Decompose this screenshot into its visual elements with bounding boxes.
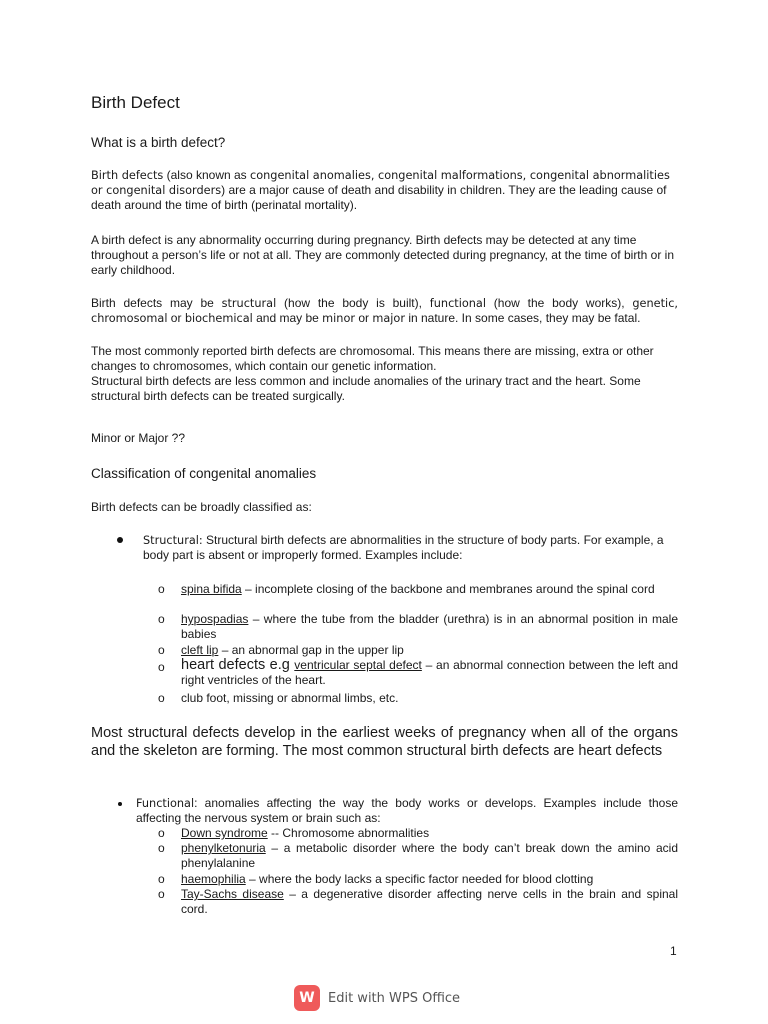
list-item-heart-defects: heart defects e.g ventricular septal defect – an abnormal connection between the left and right ventricles of the heart. (181, 657, 679, 687)
heart-defects-prefix: heart defects e.g (181, 657, 295, 673)
paragraph-types: Birth defects may be structural (how the body is built), functional (how the body works), genetic, chromosomal or biochemical and may be minor or major in nature. In some cases, they may be fatal. (91, 296, 678, 325)
heading-classification: Classification of congenital anomalies (91, 466, 317, 481)
link-phenylketonuria[interactable]: phenylketonuria (181, 841, 266, 855)
list-marker: o (158, 643, 165, 657)
heading-what-is: What is a birth defect? (91, 135, 226, 150)
link-down-syndrome[interactable]: Down syndrome (181, 826, 268, 840)
page-number: 1 (670, 944, 677, 958)
link-haemophilia[interactable]: haemophilia (181, 872, 246, 886)
list-marker: o (158, 841, 165, 855)
document-title: Birth Defect (91, 93, 180, 112)
term-major: major (372, 312, 405, 325)
structural-text: Structural birth defects are abnormalities in the structure of body parts. For example, a body part is absent or improperly formed. Examples include: (143, 533, 664, 562)
paragraph-most-structural: Most structural defects develop in the earliest weeks of pregnancy when all of the organs and the skeleton are forming. The most common structural birth defects are heart defects (91, 725, 678, 759)
list-item-haemophilia: haemophilia – where the body lacks a specific factor needed for blood clotting (181, 872, 594, 886)
term-structural: structural (221, 297, 277, 310)
term-chromosomal: chromosomal (91, 312, 168, 325)
link-ventricular-septal-defect[interactable]: ventricular septal defect (294, 658, 422, 672)
paragraph-detection: A birth defect is any abnormality occurring during pregnancy. Birth defects may be detected at any time throughout a person’s life or not at all. They are commonly detected during pregnancy, at the time of birth or in early childhood. (91, 233, 674, 277)
functional-text: : anomalies affecting the way the body works or develops. Examples include those affecting the nervous system or brain such as: (136, 796, 678, 825)
list-item-hypospadias: hypospadias – where the tube from the bladder (urethra) is in an abnormal position in male babies (181, 612, 678, 641)
term-genetic: genetic, (632, 297, 678, 310)
bullet-icon (117, 537, 123, 543)
term-biochemical: biochemical (184, 312, 253, 325)
list-marker: o (158, 660, 165, 674)
list-item-down-syndrome: Down syndrome -- Chromosome abnormalities (181, 826, 430, 840)
structural-bullet (143, 533, 678, 563)
list-marker: o (158, 872, 165, 886)
list-marker: o (158, 691, 165, 705)
para1-rest: ) are a major cause of death and disability in children. They are the leading cause of death around the time of birth (perinatal mortality). (91, 183, 667, 212)
paragraph-definition (91, 168, 678, 213)
para1-open: (also known as (163, 168, 251, 182)
edit-with-wps-button[interactable] (294, 985, 460, 1011)
term-functional: functional (429, 297, 486, 310)
term-minor: minor (322, 312, 356, 325)
list-item-tay-sachs: Tay-Sachs disease – a degenerative disorder affecting nerve cells in the brain and spinal cord. (181, 887, 678, 916)
term-birth-defects: Birth defects (91, 169, 164, 182)
functional-label: Functional (136, 797, 195, 810)
list-item-cleft-lip: cleft lip – an abnormal gap in the upper lip (181, 643, 404, 657)
term-aka: congenital anomalies, congenital malformations, congenital abnormalities or congenital disorders (91, 169, 670, 197)
paragraph-chromosomal: The most commonly reported birth defects are chromosomal. This means there are missing, extra or other changes to chromosomes, which contain our genetic information. (91, 344, 654, 373)
wps-label: Edit with WPS Office (328, 990, 461, 1006)
functional-bullet (136, 796, 678, 826)
minor-or-major: Minor or Major ?? (91, 431, 186, 445)
paragraph-structural: Structural birth defects are less common and include anomalies of the urinary tract and the heart. Some structural birth defects can be treated surgically. (91, 374, 641, 403)
list-item-club-foot: club foot, missing or abnormal limbs, etc. (181, 691, 399, 705)
wps-logo-icon: W (294, 985, 320, 1011)
link-cleft-lip[interactable]: cleft lip (181, 643, 219, 657)
list-marker: o (158, 582, 165, 596)
list-marker: o (158, 612, 165, 626)
list-item-phenylketonuria: phenylketonuria – a metabolic disorder where the body can’t break down the amino acid phenylalanine (181, 841, 678, 870)
bullet-icon (118, 802, 122, 806)
link-hypospadias[interactable]: hypospadias (181, 612, 249, 626)
link-spina-bifida[interactable]: spina bifida (181, 582, 242, 596)
list-marker: o (158, 826, 165, 840)
list-marker: o (158, 887, 165, 901)
link-tay-sachs-disease[interactable]: Tay-Sachs disease (181, 887, 284, 901)
list-item-spina-bifida: spina bifida – incomplete closing of the backbone and membranes around the spinal cord (181, 582, 655, 596)
structural-label: Structural: (143, 534, 203, 547)
broadly-classified: Birth defects can be broadly classified as: (91, 500, 312, 514)
